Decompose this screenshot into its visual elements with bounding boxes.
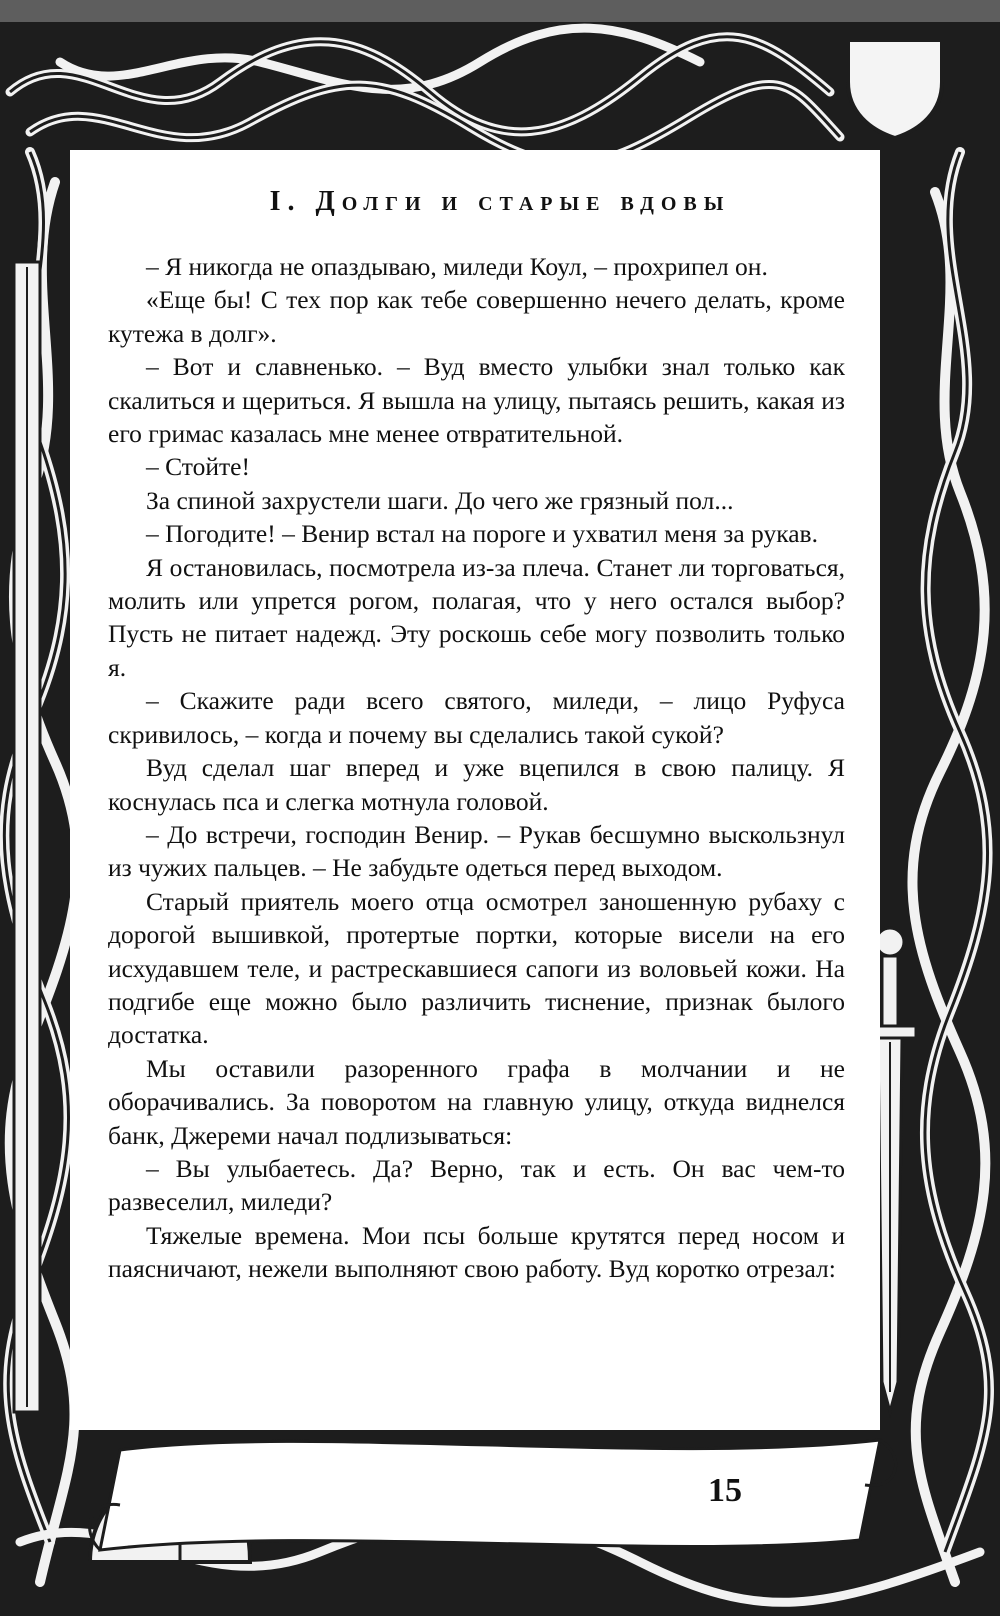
paragraph: – Вот и славненько. – Вуд вместо улыбки знал только как скалиться и щериться. Я вышла на улицу, пытаясь решить, какая из его гримас казалась мне менее отвратительной. bbox=[108, 352, 845, 449]
paragraph: «Еще бы! С тех пор как тебе совершенно нечего делать, кроме кутежа в долг». bbox=[108, 285, 845, 348]
chapter-heading: I. Долги и старые вдовы bbox=[269, 186, 731, 217]
paragraph: – Скажите ради всего святого, миледи, – лицо Руфуса скривилось, – когда и почему вы сделались такой сукой? bbox=[108, 686, 845, 749]
paragraph: – Стойте! bbox=[146, 452, 250, 482]
paragraph: – До встречи, господин Венир. – Рукав бесшумно выскользнул из чужих пальцев. – Не забудьте одеться перед выходом. bbox=[108, 819, 845, 883]
paragraph: Вуд сделал шаг вперед и уже вцепился в свою палицу. Я коснулась пса и слегка мотнула головой. bbox=[108, 753, 845, 816]
scroll-banner-icon bbox=[60, 1430, 920, 1560]
paragraph: – Я никогда не опаздываю, миледи Коул, – прохрипел он. bbox=[146, 252, 768, 281]
shield-icon bbox=[840, 32, 950, 142]
page-number: 15 bbox=[708, 1472, 742, 1509]
body-text bbox=[108, 250, 845, 1286]
paragraph: Тяжелые времена. Мои псы больше крутятся перед носом и паясничают, нежели выполняют свою работу. Вуд коротко отрезал: bbox=[108, 1220, 845, 1284]
paragraph: Старый приятель моего отца осмотрел заношенную рубаху с дорогой вышивкой, протертые портки, которые висели на его исхудавшем теле, и растрескавшиеся сапоги из воловьей кожи. На подгибе еще можно было различить тиснение, признак былого достатка. bbox=[108, 886, 845, 1050]
paragraph: За спиной захрустели шаги. До чего же грязный пол... bbox=[146, 485, 734, 515]
paragraph: Я остановилась, посмотрела из-за плеча. Станет ли торговаться, молить или упрется рогом, полагая, что у него остался выбор? Пусть не питает надежд. Эту роскошь себе могу позволить только я. bbox=[108, 552, 845, 682]
paragraph: – Погодите! – Венир встал на пороге и ухватил меня за рукав. bbox=[146, 519, 818, 549]
paragraph: – Вы улыбаетесь. Да? Верно, так и есть. Он вас чем-то развеселил, миледи? bbox=[108, 1153, 845, 1217]
paragraph: Мы оставили разоренного графа в молчании и не оборачивались. За поворотом на главную улицу, откуда виднелся банк, Джереми начал подлизываться: bbox=[108, 1053, 845, 1150]
